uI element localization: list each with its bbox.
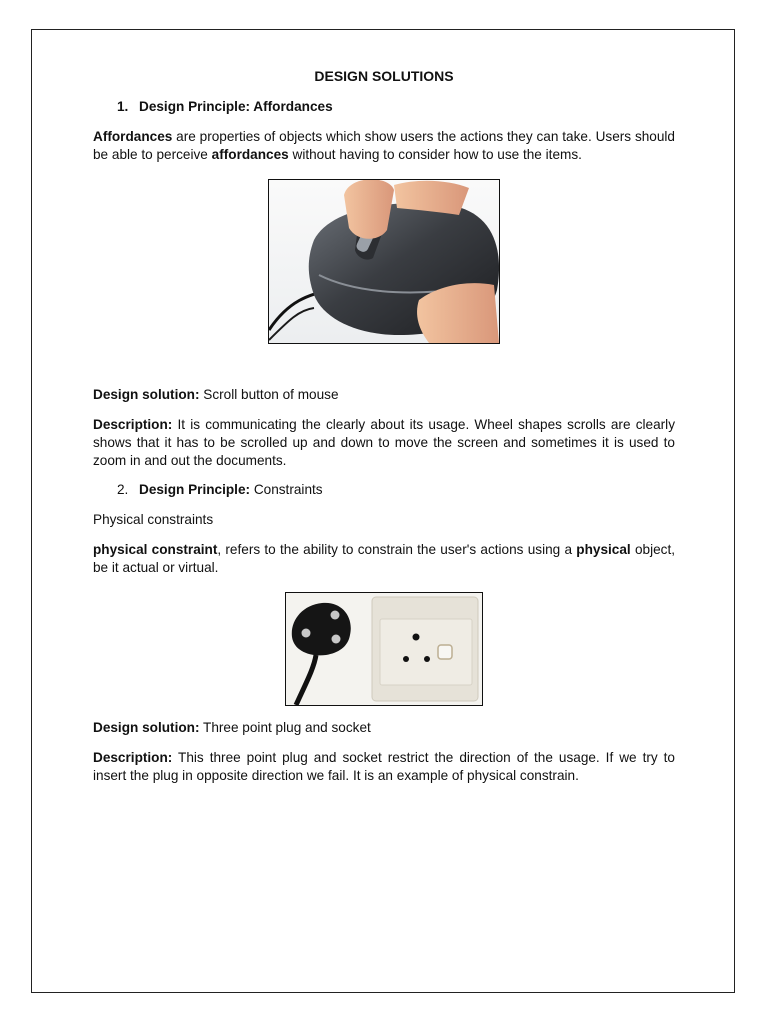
physical-term: physical [576,542,631,557]
affordances-intro: Affordances are properties of objects which show users the actions they can take. Users should be able to perceive affordances without having to consider how to use the items. [93,129,675,162]
affordances-term: Affordances [93,129,173,144]
section-2-heading [117,481,675,499]
physical-constraint-term: physical constraint [93,542,218,557]
socket-switch [438,645,452,659]
section-1-heading-text: Design Principle: Affordances [139,99,333,114]
section-2-number: 2. [117,482,129,497]
mouse-photo [268,179,500,344]
plug-socket-photo [285,592,483,706]
document-title: DESIGN SOLUTIONS [314,68,454,84]
section-2-heading-value: Constraints [250,482,323,497]
design-solution-2-value: Three point plug and socket [199,720,371,735]
description-1-text: It is communicating the clearly about its usage. Wheel shapes scrolls are clearly shows that it has to be scrolled up and down to move the screen and sometimes it is used to zoom in and out the documents. [93,417,675,468]
mouse-illustration [269,180,499,343]
design-solution-1-value: Scroll button of mouse [199,387,339,402]
design-solution-2 [93,719,675,737]
description-2-text: This three point plug and socket restrict the direction of the usage. If we try to insert the plug in opposite direction we fail. It is an example of physical constrain. [93,750,675,783]
affordances-term-2: affordances [211,147,289,162]
wall-socket [372,597,478,701]
section-2-heading-label: Design Principle: [139,482,251,497]
plug-socket-illustration [286,593,482,705]
design-solution-2-label: Design solution: [93,720,200,735]
description-1-label: Description: [93,417,173,432]
section-1-number: 1. [117,99,129,114]
description-2-label: Description: [93,750,173,765]
description-1 [93,416,675,470]
design-solution-1 [93,386,675,404]
physical-constraints-subheading: Physical constraints [93,512,214,527]
physical-constraint-definition: physical constraint, refers to the ability to constrain the user's actions using a physical object, be it actual or virtual. [93,542,676,575]
design-solution-1-label: Design solution: [93,387,200,402]
section-1-heading [117,98,675,116]
description-2 [93,749,675,785]
